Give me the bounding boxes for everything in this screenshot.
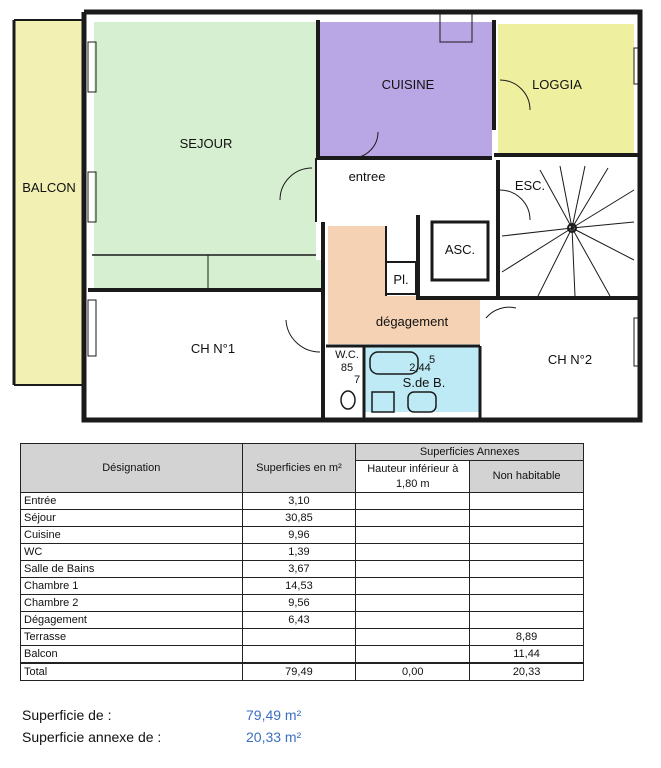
header-hauteur: Hauteur inférieur à 1,80 m (356, 461, 470, 493)
cell-designation: Dégagement (21, 612, 243, 629)
header-designation: Désignation (21, 444, 243, 493)
cell-hauteur (356, 493, 470, 510)
annexe-value: 20,33 m² (246, 729, 302, 745)
cell-surface: 3,67 (242, 561, 356, 578)
label-sejour: SEJOUR (179, 136, 233, 151)
cell-hauteur: 0,00 (356, 663, 470, 681)
superficie-label: Superficie de : (22, 707, 112, 723)
label-wc: W.C. (335, 349, 359, 361)
cell-surface: 14,53 (242, 578, 356, 595)
table-row (21, 578, 584, 595)
cell-designation: Total (21, 663, 243, 681)
header-non-habitable: Non habitable (470, 461, 584, 493)
label-degagement: dégagement (375, 314, 449, 329)
cell-surface: 9,96 (242, 527, 356, 544)
cell-designation: Terrasse (21, 629, 243, 646)
superficie-value: 79,49 m² (246, 707, 302, 723)
table-total-row (21, 663, 584, 681)
table-row (21, 561, 584, 578)
table-row (21, 646, 584, 664)
label-balcon: BALCON (22, 180, 76, 195)
cell-surface: 79,49 (242, 663, 356, 681)
cell-non-habitable (470, 595, 584, 612)
cell-non-habitable (470, 544, 584, 561)
label-cuisine: CUISINE (381, 77, 435, 92)
cell-hauteur (356, 544, 470, 561)
cell-non-habitable (470, 493, 584, 510)
cell-surface (242, 646, 356, 664)
cell-designation: Cuisine (21, 527, 243, 544)
cell-surface: 9,56 (242, 595, 356, 612)
cell-non-habitable (470, 578, 584, 595)
cell-hauteur (356, 629, 470, 646)
cell-designation: Séjour (21, 510, 243, 527)
table-row (21, 629, 584, 646)
label-entree: entree (348, 169, 386, 184)
dim-wc-a: 85 (340, 362, 354, 374)
table-row (21, 544, 584, 561)
dim-sdb-b: 5 (428, 354, 436, 366)
cell-non-habitable: 8,89 (470, 629, 584, 646)
cell-non-habitable (470, 527, 584, 544)
cell-hauteur (356, 612, 470, 629)
table-row (21, 595, 584, 612)
cell-non-habitable (470, 612, 584, 629)
label-ch2: CH N°2 (547, 352, 593, 367)
label-esc: ESC. (514, 178, 546, 193)
cell-surface: 6,43 (242, 612, 356, 629)
label-loggia: LOGGIA (532, 77, 582, 92)
cell-designation: Entrée (21, 493, 243, 510)
cell-non-habitable: 20,33 (470, 663, 584, 681)
cell-hauteur (356, 527, 470, 544)
cell-hauteur (356, 578, 470, 595)
header-annexes: Superficies Annexes (356, 444, 584, 461)
cell-non-habitable (470, 561, 584, 578)
cell-designation: Chambre 1 (21, 578, 243, 595)
cell-designation: Balcon (21, 646, 243, 664)
cell-surface: 1,39 (242, 544, 356, 561)
label-asc: ASC. (444, 242, 476, 257)
cell-hauteur (356, 510, 470, 527)
annexe-label: Superficie annexe de : (22, 729, 162, 745)
cell-non-habitable (470, 510, 584, 527)
label-placard: Pl. (393, 272, 409, 287)
cell-surface: 3,10 (242, 493, 356, 510)
dim-wc-b: 7 (353, 374, 361, 386)
label-sdb: S.de B. (402, 375, 446, 390)
table-row (21, 493, 584, 510)
cell-hauteur (356, 646, 470, 664)
label-ch1: CH N°1 (190, 341, 236, 356)
cell-non-habitable: 11,44 (470, 646, 584, 664)
surface-table (20, 443, 584, 681)
table-row (21, 612, 584, 629)
table-row (21, 527, 584, 544)
cell-hauteur (356, 595, 470, 612)
cell-designation: Salle de Bains (21, 561, 243, 578)
balcon-area (14, 20, 84, 385)
cell-hauteur (356, 561, 470, 578)
cell-designation: WC (21, 544, 243, 561)
header-superficies: Superficies en m² (242, 444, 356, 493)
table-row (21, 510, 584, 527)
dim-sdb-a: 2,44 (409, 362, 431, 374)
cell-designation: Chambre 2 (21, 595, 243, 612)
cell-surface: 30,85 (242, 510, 356, 527)
cell-surface (242, 629, 356, 646)
